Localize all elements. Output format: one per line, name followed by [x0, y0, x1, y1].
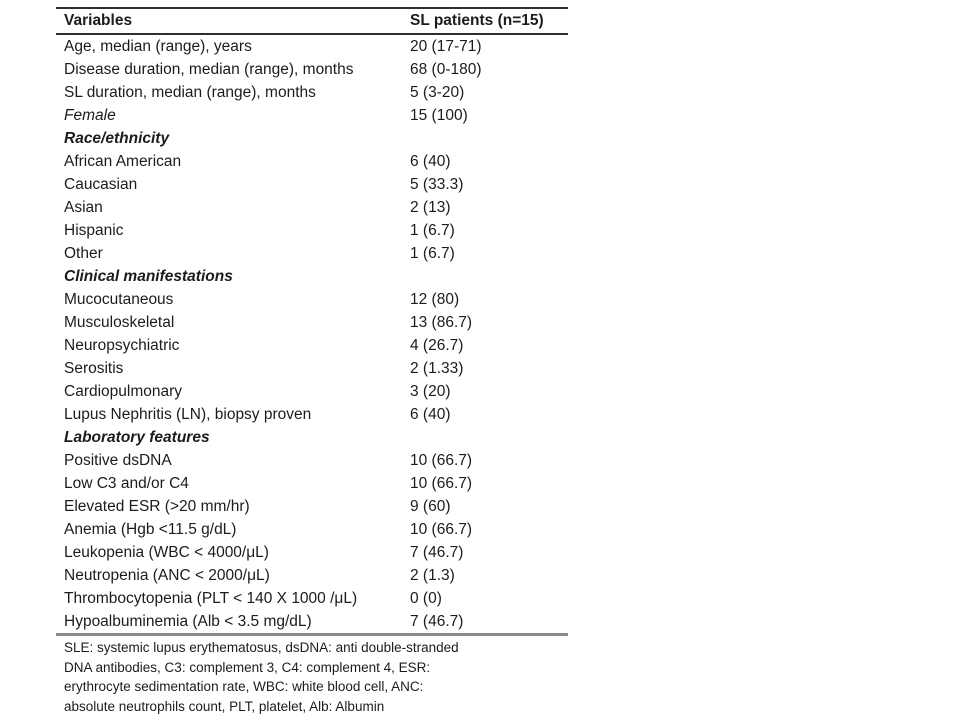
table-row	[56, 219, 568, 242]
footnote-line: DNA antibodies, C3: complement 3, C4: complement 4, ESR:	[64, 659, 431, 675]
row-label: Positive dsDNA	[64, 451, 172, 469]
row-label: African American	[64, 152, 182, 170]
table-row	[56, 127, 568, 150]
row-value: 13 (86.7)	[410, 313, 473, 331]
row-value: 7 (46.7)	[410, 543, 464, 561]
row-value: 1 (6.7)	[410, 244, 455, 262]
row-value: 3 (20)	[410, 382, 451, 400]
row-value: 15 (100)	[410, 106, 468, 124]
row-value: 6 (40)	[410, 152, 451, 170]
row-label: Serositis	[64, 359, 124, 377]
table-row	[56, 150, 568, 173]
row-value: 9 (60)	[410, 497, 451, 515]
table-row	[56, 449, 568, 472]
row-label: Caucasian	[64, 175, 138, 193]
table-row	[56, 610, 568, 633]
table-row	[56, 311, 568, 334]
row-value: 1 (6.7)	[410, 221, 455, 239]
footnote-line: erythrocyte sedimentation rate, WBC: white blood cell, ANC:	[64, 679, 424, 694]
table-row	[56, 403, 568, 426]
row-label: SL duration, median (range), months	[64, 83, 316, 101]
row-label: Neuropsychiatric	[64, 336, 180, 354]
row-label: Age, median (range), years	[64, 37, 252, 55]
row-label: Female	[64, 106, 116, 124]
row-value: 4 (26.7)	[410, 336, 464, 354]
table-row	[56, 541, 568, 564]
row-label: Hypoalbuminemia (Alb < 3.5 mg/dL)	[64, 612, 312, 630]
table-row	[56, 173, 568, 196]
row-label: Musculoskeletal	[64, 313, 175, 331]
header-sl-patients: SL patients (n=15)	[410, 12, 544, 29]
row-value: 5 (3-20)	[410, 83, 465, 101]
row-label: Elevated ESR (>20 mm/hr)	[64, 497, 250, 515]
row-label: Other	[64, 244, 103, 262]
row-value: 6 (40)	[410, 405, 451, 423]
table-header-row	[56, 7, 568, 35]
row-value: 2 (13)	[410, 198, 451, 216]
row-label: Disease duration, median (range), months	[64, 60, 354, 78]
row-value: 12 (80)	[410, 290, 460, 308]
header-variables: Variables	[64, 12, 133, 29]
row-label: Laboratory features	[64, 428, 210, 446]
table-row	[56, 242, 568, 265]
row-label: Leukopenia (WBC < 4000/μL)	[64, 543, 269, 561]
row-value: 10 (66.7)	[410, 520, 473, 538]
patient-characteristics-table	[56, 7, 568, 636]
footnote-line: SLE: systemic lupus erythematosus, dsDNA: anti double-stranded	[64, 640, 459, 655]
table-row	[56, 81, 568, 104]
row-label: Low C3 and/or C4	[64, 474, 189, 492]
row-label: Anemia (Hgb <11.5 g/dL)	[64, 520, 237, 538]
row-label: Clinical manifestations	[64, 267, 233, 285]
row-label: Lupus Nephritis (LN), biopsy proven	[64, 405, 312, 423]
table-row	[56, 35, 568, 58]
row-value: 2 (1.3)	[410, 566, 455, 584]
table-row	[56, 334, 568, 357]
table-row	[56, 587, 568, 610]
row-label: Neutropenia (ANC < 2000/μL)	[64, 566, 270, 584]
row-value: 20 (17-71)	[410, 37, 482, 55]
table-body	[56, 35, 568, 636]
row-label: Cardiopulmonary	[64, 382, 183, 400]
table-row	[56, 196, 568, 219]
table-row	[56, 288, 568, 311]
row-value: 10 (66.7)	[410, 474, 473, 492]
table-row	[56, 495, 568, 518]
table-row	[56, 426, 568, 449]
table-row	[56, 380, 568, 403]
row-value: 7 (46.7)	[410, 612, 464, 630]
table-row	[56, 58, 568, 81]
footnote-line: absolute neutrophils count, PLT, platelet, Alb: Albumin	[64, 698, 385, 714]
row-label: Hispanic	[64, 221, 124, 239]
row-value: 0 (0)	[410, 589, 442, 607]
row-label: Race/ethnicity	[64, 129, 170, 147]
row-value: 5 (33.3)	[410, 175, 464, 193]
table-row	[56, 357, 568, 380]
table-row	[56, 472, 568, 495]
row-value: 2 (1.33)	[410, 359, 464, 377]
table-row	[56, 518, 568, 541]
table-footnote	[64, 638, 459, 716]
row-value: 10 (66.7)	[410, 451, 473, 469]
table-row	[56, 564, 568, 587]
table-row	[56, 104, 568, 127]
row-label: Thrombocytopenia (PLT < 140 X 1000 /μL)	[64, 589, 358, 607]
row-value: 68 (0-180)	[410, 60, 482, 78]
row-label: Asian	[64, 198, 103, 216]
table-row	[56, 265, 568, 288]
row-label: Mucocutaneous	[64, 290, 174, 308]
